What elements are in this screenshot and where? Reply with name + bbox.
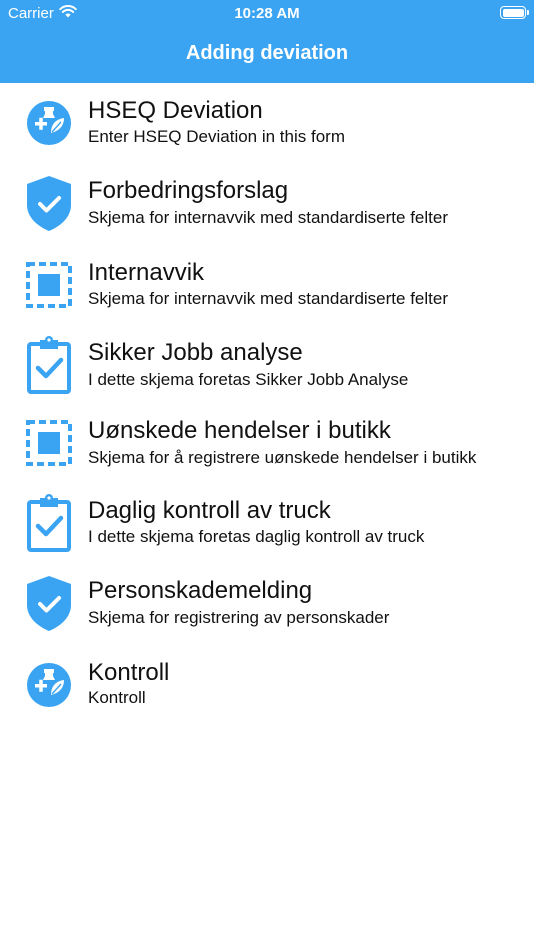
form-subtitle: Skjema for internavvik med standardiserte felter bbox=[88, 208, 448, 227]
dashed-square-icon bbox=[24, 413, 74, 473]
carrier-label: Carrier bbox=[8, 5, 54, 22]
form-title: Uønskede hendelser i butikk bbox=[88, 417, 391, 444]
form-subtitle: Enter HSEQ Deviation in this form bbox=[88, 127, 345, 146]
form-subtitle: Kontroll bbox=[88, 688, 146, 707]
form-list-item[interactable] bbox=[0, 325, 534, 405]
form-list-item[interactable] bbox=[0, 483, 534, 563]
medical-plus-leaf-icon bbox=[24, 655, 74, 715]
form-title: Sikker Jobb analyse bbox=[88, 339, 303, 366]
form-title: Internavvik bbox=[88, 259, 205, 286]
shield-check-icon bbox=[24, 573, 74, 633]
form-list-item[interactable] bbox=[0, 403, 534, 483]
form-subtitle: Skjema for internavvik med standardiserte felter bbox=[88, 289, 448, 308]
battery-icon bbox=[500, 6, 526, 19]
status-time: 10:28 AM bbox=[234, 5, 300, 22]
form-list-item[interactable] bbox=[0, 163, 534, 243]
navigation-header bbox=[0, 0, 534, 83]
battery-level bbox=[503, 9, 524, 17]
medical-plus-leaf-icon bbox=[24, 93, 74, 153]
form-title: Personskademelding bbox=[88, 577, 313, 604]
form-subtitle: Skjema for registrering av personskader bbox=[88, 608, 390, 627]
dashed-square-icon bbox=[24, 255, 74, 315]
form-list-item[interactable] bbox=[0, 645, 534, 725]
form-title: HSEQ Deviation bbox=[88, 97, 263, 124]
form-list-item[interactable] bbox=[0, 563, 534, 643]
form-title: Daglig kontroll av truck bbox=[88, 497, 331, 524]
status-bar bbox=[0, 0, 534, 28]
form-title: Forbedringsforslag bbox=[88, 177, 289, 204]
form-subtitle: I dette skjema foretas daglig kontroll av truck bbox=[88, 527, 425, 546]
clipboard-check-icon bbox=[24, 493, 74, 553]
form-subtitle: I dette skjema foretas Sikker Jobb Analyse bbox=[88, 370, 409, 389]
form-title: Kontroll bbox=[88, 659, 170, 686]
clipboard-check-icon bbox=[24, 335, 74, 395]
form-list-item[interactable] bbox=[0, 245, 534, 325]
page-title: Adding deviation bbox=[185, 42, 349, 64]
form-subtitle: Skjema for å registrere uønskede hendelser i butikk bbox=[88, 448, 477, 467]
form-list-item[interactable] bbox=[0, 83, 534, 163]
shield-check-icon bbox=[24, 173, 74, 233]
